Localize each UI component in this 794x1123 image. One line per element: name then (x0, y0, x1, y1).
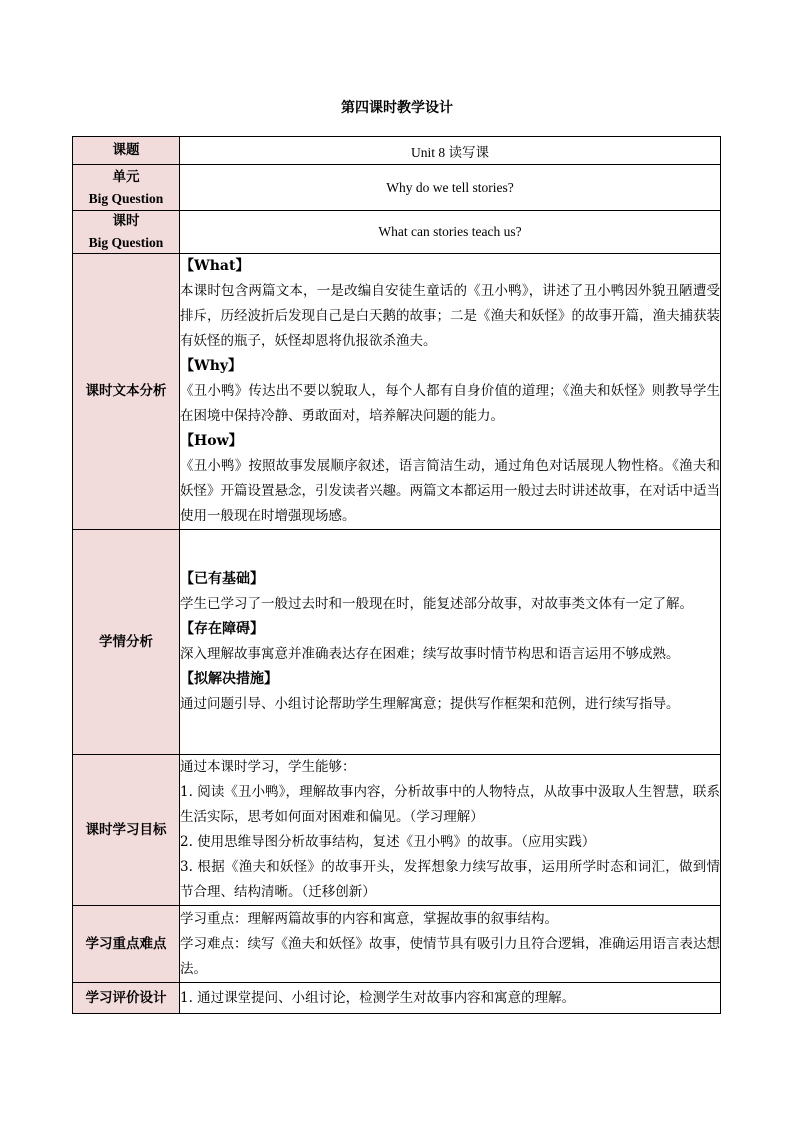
objectives-intro: 通过本课时学习，学生能够： (180, 759, 356, 775)
value-lesson-big-question: What can stories teach us? (180, 211, 721, 254)
body-solution: 通过问题引导、小组讨论帮助学生理解寓意；提供写作框架和范例，进行续写指导。 (180, 696, 680, 712)
label-lesson-line1: 课时 (112, 213, 140, 229)
body-what: 本课时包含两篇文本，一是改编自安徒生童话的《丑小鸭》，讲述了丑小鸭因外貌丑陋遭受排斥，历经波折后发现自己是白天鹅的故事；二是《渔夫和妖怪》的故事开篇，渔夫捕获装有妖怪的瓶子，妖怪却恩将仇报欲杀渔夫。 (180, 283, 720, 349)
label-unit-line2: Big Question (88, 190, 164, 206)
heading-obstacle: 【存在障碍】 (180, 621, 264, 637)
label-lesson-big-question (73, 211, 180, 254)
body-why: 《丑小鸭》传达出不要以貌取人，每个人都有自身价值的道理；《渔夫和妖怪》则教导学生在困境中保持冷静、勇敢面对，培养解决问题的能力。 (180, 383, 720, 424)
label-lesson-line2: Big Question (88, 235, 164, 250)
label-learner-analysis: 学情分析 (73, 530, 180, 755)
key-difficulty: 学习难点：续写《渔夫和妖怪》故事，使情节具有吸引力且符合逻辑，准确运用语言表达想法。 (180, 935, 720, 977)
table-row-objectives (73, 755, 721, 906)
objective-item-2: 2. 使用思维导图分析故事结构，复述《丑小鸭》的故事。（应用实践） (180, 834, 596, 850)
content-text-analysis (180, 254, 721, 530)
heading-how: 【How】 (180, 433, 243, 449)
label-objectives: 课时学习目标 (73, 755, 180, 906)
key-focus: 学习重点：理解两篇故事的内容和寓意，掌握故事的叙事结构。 (180, 910, 558, 927)
body-basis: 学生已学习了一般过去时和一般现在时，能复述部分故事，对故事类文体有一定了解。 (180, 596, 693, 612)
table-row-text-analysis (73, 254, 721, 530)
content-learner-analysis (180, 530, 721, 755)
assessment-item-1: 1. 通过课堂提问、小组讨论，检测学生对故事内容和寓意的理解。 (180, 989, 576, 1006)
label-topic: 课题 (73, 137, 180, 165)
table-row-lesson-big-question (73, 211, 721, 254)
label-assessment: 学习评价设计 (73, 983, 180, 1014)
heading-what: 【What】 (180, 258, 250, 274)
content-objectives (180, 755, 721, 906)
table-row-assessment (73, 983, 721, 1014)
label-unit-line1: 单元 (112, 168, 140, 185)
content-assessment (180, 983, 721, 1014)
heading-solution: 【拟解决措施】 (180, 671, 278, 687)
heading-basis: 【已有基础】 (180, 571, 264, 587)
page-title: 第四课时教学设计 (341, 100, 453, 116)
table-row-topic (73, 137, 721, 165)
objective-item-1: 1. 阅读《丑小鸭》，理解故事内容，分析故事中的人物特点，从故事中汲取人生智慧，联系生活实际，思考如何面对困难和偏见。（学习理解） (180, 784, 720, 825)
label-key-points: 学习重点难点 (73, 906, 180, 983)
label-unit-big-question (73, 165, 180, 211)
body-obstacle: 深入理解故事寓意并准确表达存在困难；续写故事时情节构思和语言运用不够成熟。 (180, 646, 680, 662)
objective-item-3: 3. 根据《渔夫和妖怪》的故事开头，发挥想象力续写故事，运用所学时态和词汇，做到情节合理、结构清晰。（迁移创新） (180, 859, 720, 900)
heading-why: 【Why】 (180, 358, 243, 374)
value-topic: Unit 8 读写课 (180, 137, 721, 165)
table-row-learner-analysis (73, 530, 721, 755)
lesson-design-table (72, 136, 721, 1014)
body-how: 《丑小鸭》按照故事发展顺序叙述，语言简洁生动，通过角色对话展现人物性格。《渔夫和妖怪》开篇设置悬念，引发读者兴趣。两篇文本都运用一般过去时讲述故事，在对话中适当使用一般现在时增强现场感。 (180, 458, 720, 524)
table-row-key-points (73, 906, 721, 983)
label-text-analysis: 课时文本分析 (73, 254, 180, 530)
value-unit-big-question: Why do we tell stories? (180, 165, 721, 211)
table-row-unit-big-question (73, 165, 721, 211)
content-key-points (180, 906, 721, 983)
